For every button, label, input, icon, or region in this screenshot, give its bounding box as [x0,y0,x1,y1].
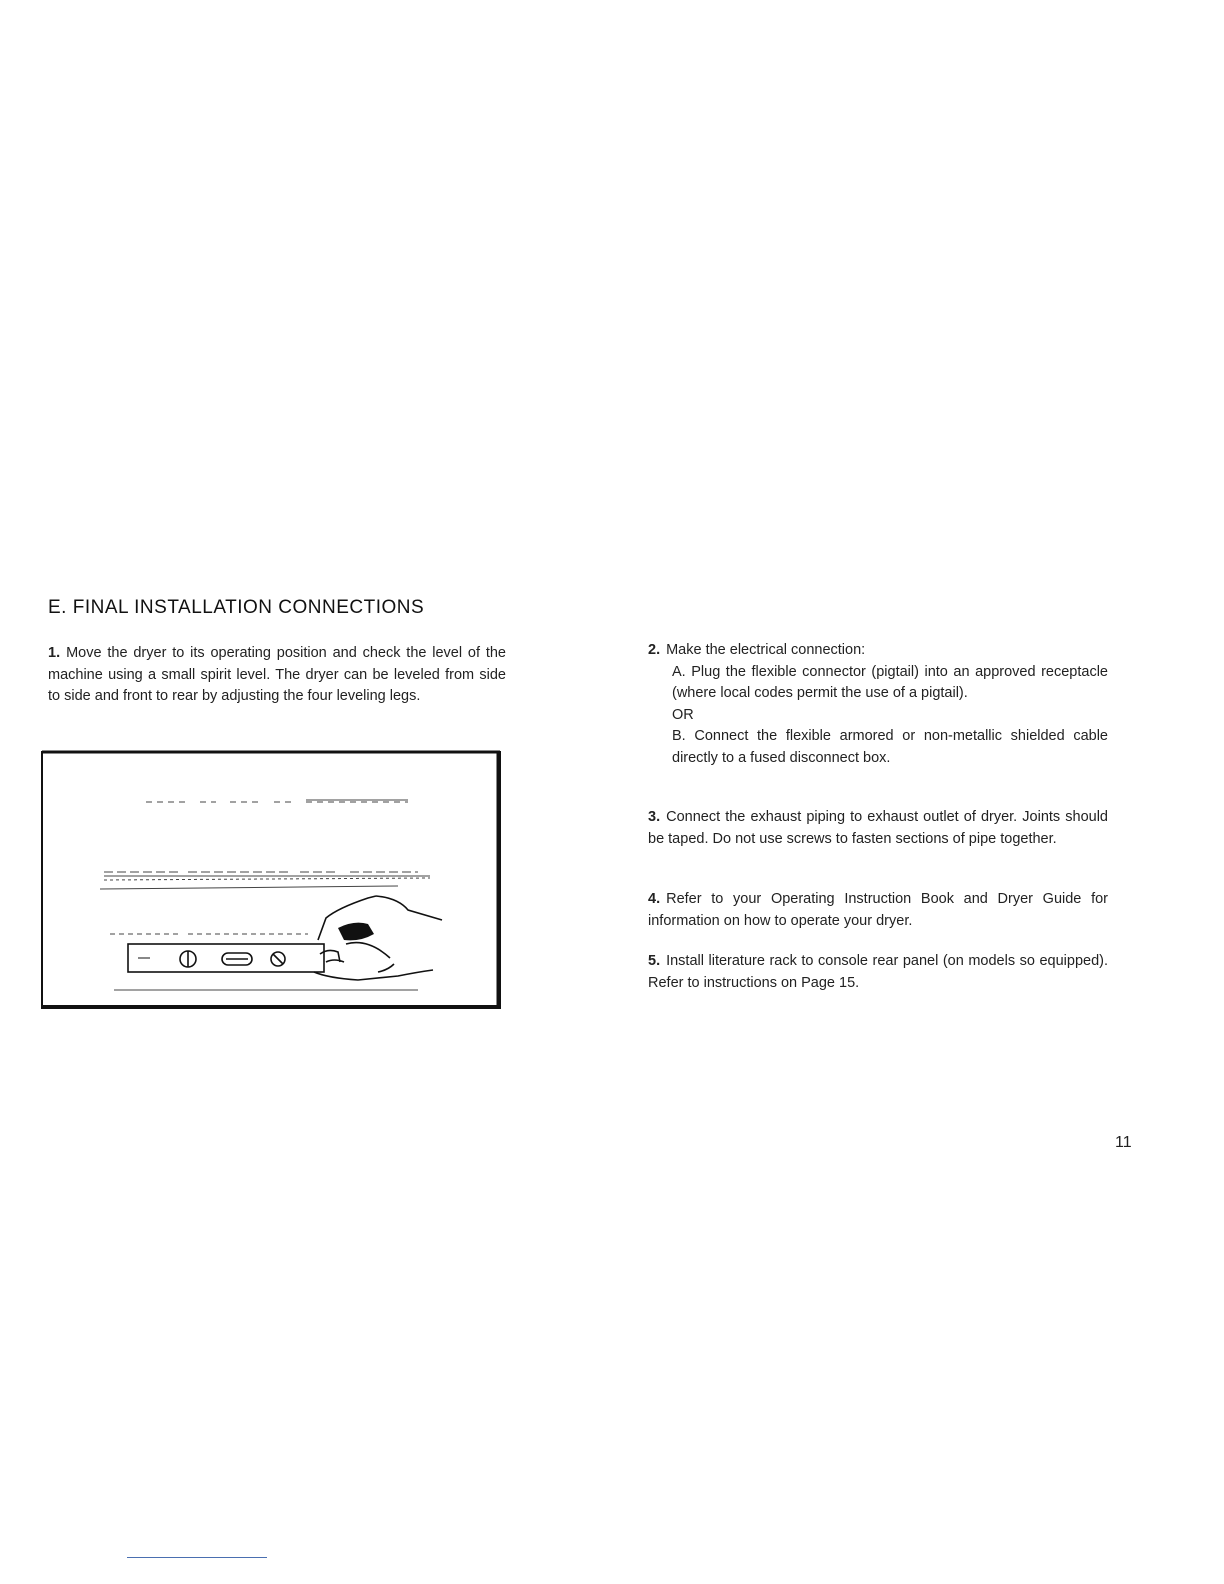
step-2-text: Make the electrical connection: [666,642,866,658]
hand-shading [338,923,374,941]
step-1-number: 1. [48,645,61,661]
step-2-option-b: B. Connect the flexible armored or non-metallic shielded cable directly to a fused disconnect box. [672,728,1108,766]
hand-icon [314,896,442,980]
step-4-number: 4. [648,891,661,907]
step-3-text: Connect the exhaust piping to exhaust outlet of dryer. Joints should be taped. Do not use screws to fasten sections of pipe together. [648,809,1108,847]
step-2-number: 2. [648,642,661,658]
step-3-number: 3. [648,809,661,825]
leveling-figure [38,748,504,1012]
step-4 [648,889,1108,932]
step-2 [648,640,1108,769]
spirit-level-tool [128,944,324,972]
step-2-or: OR [672,706,694,723]
step-1 [48,643,506,708]
step-5 [648,951,1108,994]
footer-rule [127,1557,267,1558]
step-2-option-a: A. Plug the flexible connector (pigtail) into an approved receptacle (where local codes permit the use of a pigtail). [672,663,1108,701]
step-5-number: 5. [648,953,661,969]
step-3 [648,807,1108,850]
page-number: 11 [1115,1134,1132,1151]
step-4-text: Refer to your Operating Instruction Book and Dryer Guide for information on how to operate your dryer. [648,891,1108,929]
spirit-level-illustration-icon [38,748,504,1012]
step-1-text: Move the dryer to its operating position and check the level of the machine using a small spirit level. The dryer can be leveled from side to side and front to rear by adjusting the four leveling legs. [48,645,506,704]
section-heading: E. FINAL INSTALLATION CONNECTIONS [48,597,425,618]
step-5-text: Install literature rack to console rear panel (on models so equipped). Refer to instructions on Page 15. [648,953,1108,991]
step-2-intro [648,640,1108,662]
